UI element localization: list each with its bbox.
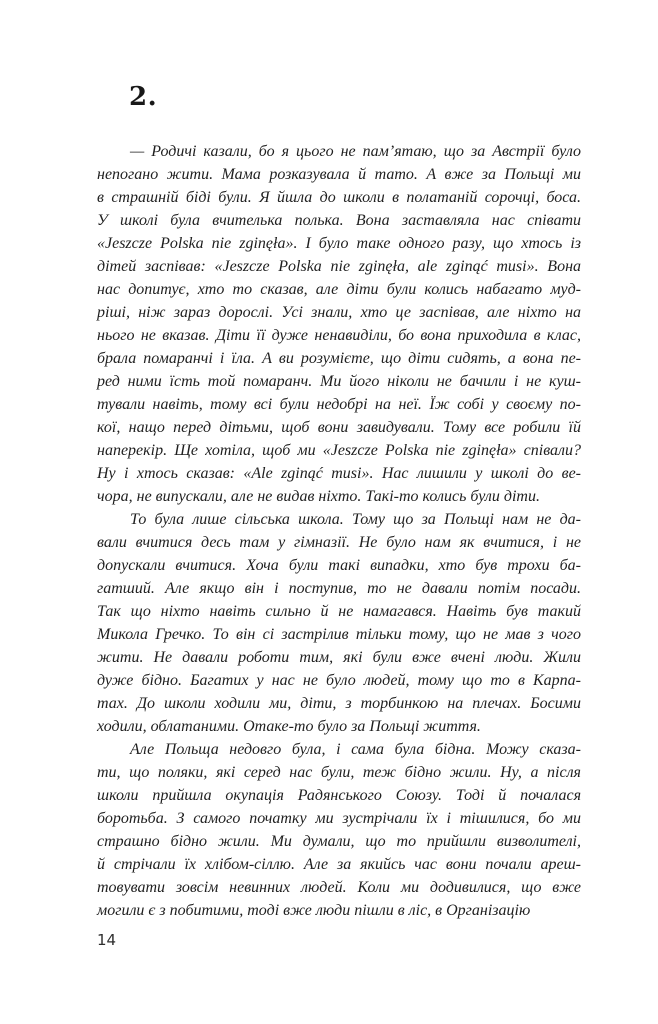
- text-line: Ну і хтось сказав: «Ale zginąć musi». Нас лишили у школі до ве-: [97, 465, 581, 482]
- chapter-heading: 2.: [129, 82, 158, 112]
- text-line: ходили, облатаними. Отаке-то було за Польщі життя.: [97, 718, 481, 735]
- text-line: тах. До школи ходили ми, діти, з торбинкою на плечах. Босими: [97, 695, 581, 712]
- text-line: гатший. Але якщо він і поступив, то не давали потім посади.: [97, 580, 581, 597]
- paragraph: [97, 738, 581, 922]
- text-line: ріші, ніж зараз дорослі. Усі знали, хто це заспівав, але ніхто на: [97, 304, 581, 321]
- text-line: ти, що поляки, які серед нас були, теж бідно жили. Ну, а після: [97, 764, 581, 781]
- text-line: брала помаранчі і їла. А ви розумієте, що діти сидять, а вона пе-: [97, 350, 581, 367]
- body-text: [97, 140, 581, 922]
- text-line: Так що ніхто навіть сильно й не намагався. Навіть був такий: [97, 603, 581, 620]
- text-line: «Jeszcze Polska nie zginęła». І було таке одного разу, що хтось із: [97, 235, 581, 252]
- text-line: й стрічали їх хлібом-сіллю. Але за якийсь час вони почали ареш-: [97, 856, 581, 873]
- text-line: школи прийшла окупація Радянського Союзу. Тоді й почалася: [97, 787, 581, 804]
- text-line: дуже бідно. Багатих у нас не було людей, тому що то в Карпа-: [97, 672, 581, 689]
- text-line: То була лише сільська школа. Тому що за Польщі нам не да-: [130, 511, 581, 528]
- text-line: — Родичі казали, бо я цього не пам’ятаю, що за Австрії було: [130, 143, 581, 160]
- text-line: чора, не випускали, але не видав ніхто. Такі-то колись були діти.: [97, 488, 540, 505]
- text-line: нього не вказав. Діти її дуже ненавиділи, бо вона приходила в клас,: [97, 327, 581, 344]
- text-line: в страшній біді були. Я йшла до школи в полатаній сорочці, боса.: [97, 189, 581, 206]
- text-line: боротьба. З самого початку ми зустрічали їх і тішилися, бо ми: [97, 810, 581, 827]
- text-line: могили є з побитими, тоді вже люди пішли в ліс, в Організацію: [97, 902, 531, 919]
- text-line: вали вчитися десь там у гімназії. Не було нам як вчитися, і не: [97, 534, 581, 551]
- text-line: У школі була вчителька полька. Вона заставляла нас співати: [97, 212, 581, 229]
- text-line: товувати зовсім невинних людей. Коли ми додивилися, що вже: [97, 879, 581, 896]
- text-line: Микола Гречко. То він сі застрілив тільки тому, що не мав з чого: [97, 626, 581, 643]
- text-line: непогано жити. Мама розказувала й тато. А вже за Польщі ми: [97, 166, 581, 183]
- text-line: тували навіть, тому всі були недобрі на неї. Їж собі у своєму по-: [97, 396, 581, 413]
- text-line: ред ними їсть той помаранч. Ми його ніколи не бачили і не куш-: [97, 373, 581, 390]
- text-line: жити. Не давали роботи тим, які були вже вчені люди. Жили: [97, 649, 581, 666]
- text-line: дітей заспівав: «Jeszcze Polska nie zginęła, ale zginąć musi». Вона: [97, 258, 581, 275]
- text-line: наперекір. Ще хотіла, щоб ми «Jeszcze Polska nie zginęła» співали?: [97, 442, 581, 459]
- page-number: 14: [97, 931, 117, 949]
- text-line: Але Польща недовго була, і сама була бідна. Можу сказа-: [130, 741, 581, 758]
- text-line: допускали вчитися. Хоча були такі випадки, хто був трохи ба-: [97, 557, 581, 574]
- paragraph: [97, 140, 581, 508]
- paragraph: [97, 508, 581, 738]
- text-line: страшно бідно жили. Ми думали, що то прийшли визволителі,: [97, 833, 581, 850]
- text-line: кої, нащо перед дітьми, щоб вони завидували. Тому все робили їй: [97, 419, 581, 436]
- text-line: нас допитує, хто то сказав, але діти були колись набагато муд-: [97, 281, 581, 298]
